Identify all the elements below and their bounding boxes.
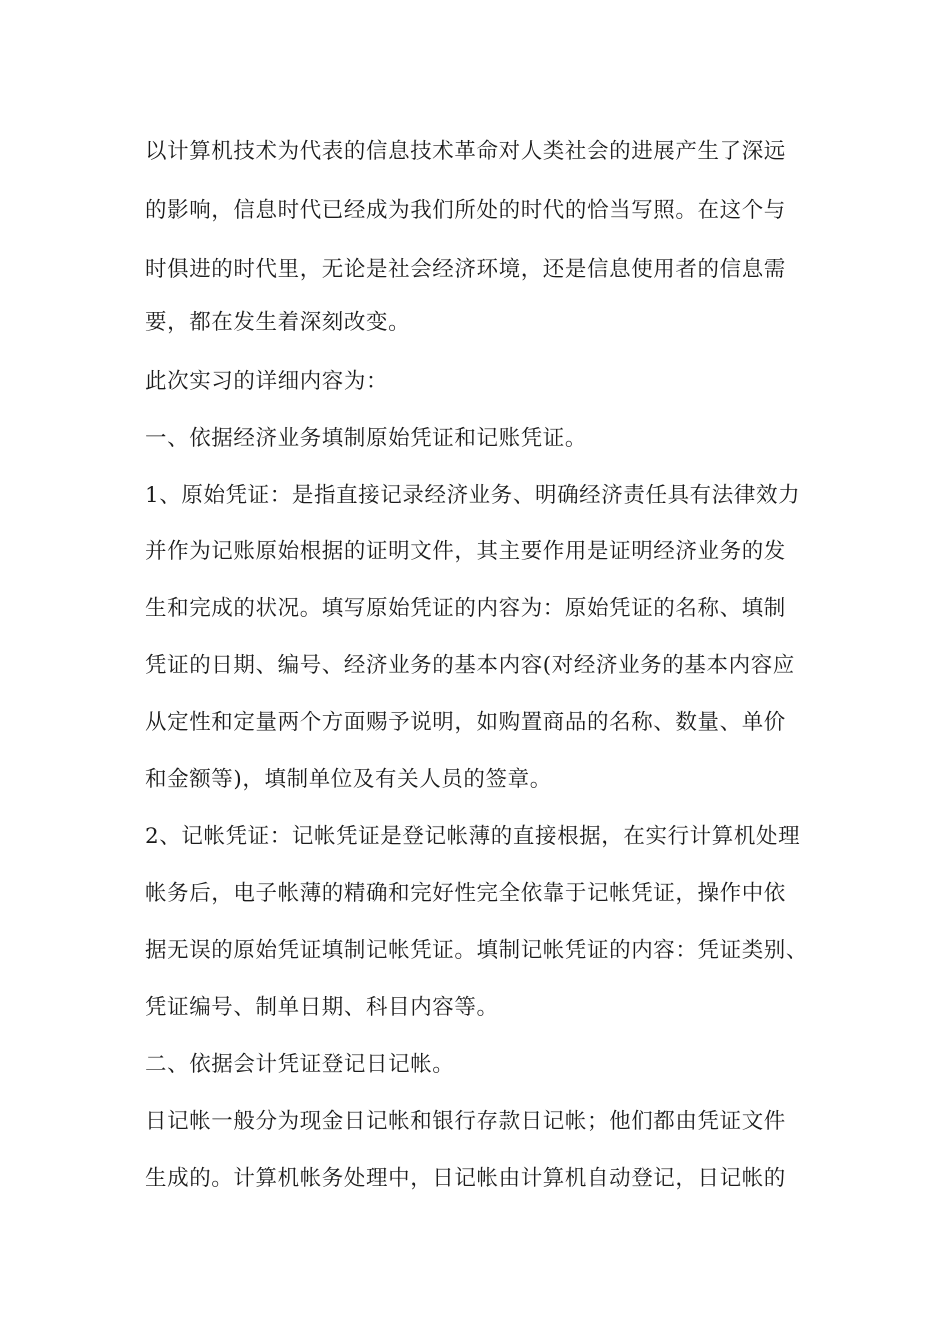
text-line: 二、依据会计凭证登记日记帐。 (145, 1052, 455, 1077)
text-line: 2、记帐凭证：记帐凭证是登记帐薄的直接根据，在实行计算机处理 (145, 824, 801, 849)
text-line: 生成的。计算机帐务处理中，日记帐由计算机自动登记，日记帐的 (145, 1166, 786, 1191)
text-line: 并作为记账原始根据的证明文件，其主要作用是证明经济业务的发 (145, 539, 786, 564)
text-line: 帐务后，电子帐薄的精确和完好性完全依靠于记帐凭证，操作中依 (145, 881, 786, 906)
text-line: 以计算机技术为代表的信息技术革命对人类社会的进展产生了深远 (145, 139, 786, 164)
text-line: 凭证编号、制单日期、科目内容等。 (145, 995, 499, 1020)
text-line: 的影响，信息时代已经成为我们所处的时代的恰当写照。在这个与 (145, 198, 786, 223)
text-line: 日记帐一般分为现金日记帐和银行存款日记帐；他们都由凭证文件 (145, 1109, 786, 1134)
text-line: 和金额等)，填制单位及有关人员的签章。 (145, 767, 552, 792)
text-line: 1、原始凭证：是指直接记录经济业务、明确经济责任具有法律效力 (145, 483, 801, 508)
text-line: 要，都在发生着深刻改变。 (145, 310, 411, 335)
text-line: 生和完成的状况。填写原始凭证的内容为：原始凭证的名称、填制 (145, 596, 786, 621)
text-line: 一、依据经济业务填制原始凭证和记账凭证。 (145, 426, 588, 451)
text-line: 据无误的原始凭证填制记帐凭证。填制记帐凭证的内容：凭证类别、 (145, 938, 809, 963)
text-line: 从定性和定量两个方面赐予说明，如购置商品的名称、数量、单价 (145, 710, 786, 735)
text-line: 凭证的日期、编号、经济业务的基本内容(对经济业务的基本内容应 (145, 653, 795, 678)
text-line: 时俱进的时代里，无论是社会经济环境，还是信息使用者的信息需 (145, 257, 786, 282)
text-line: 此次实习的详细内容为： (145, 369, 389, 394)
